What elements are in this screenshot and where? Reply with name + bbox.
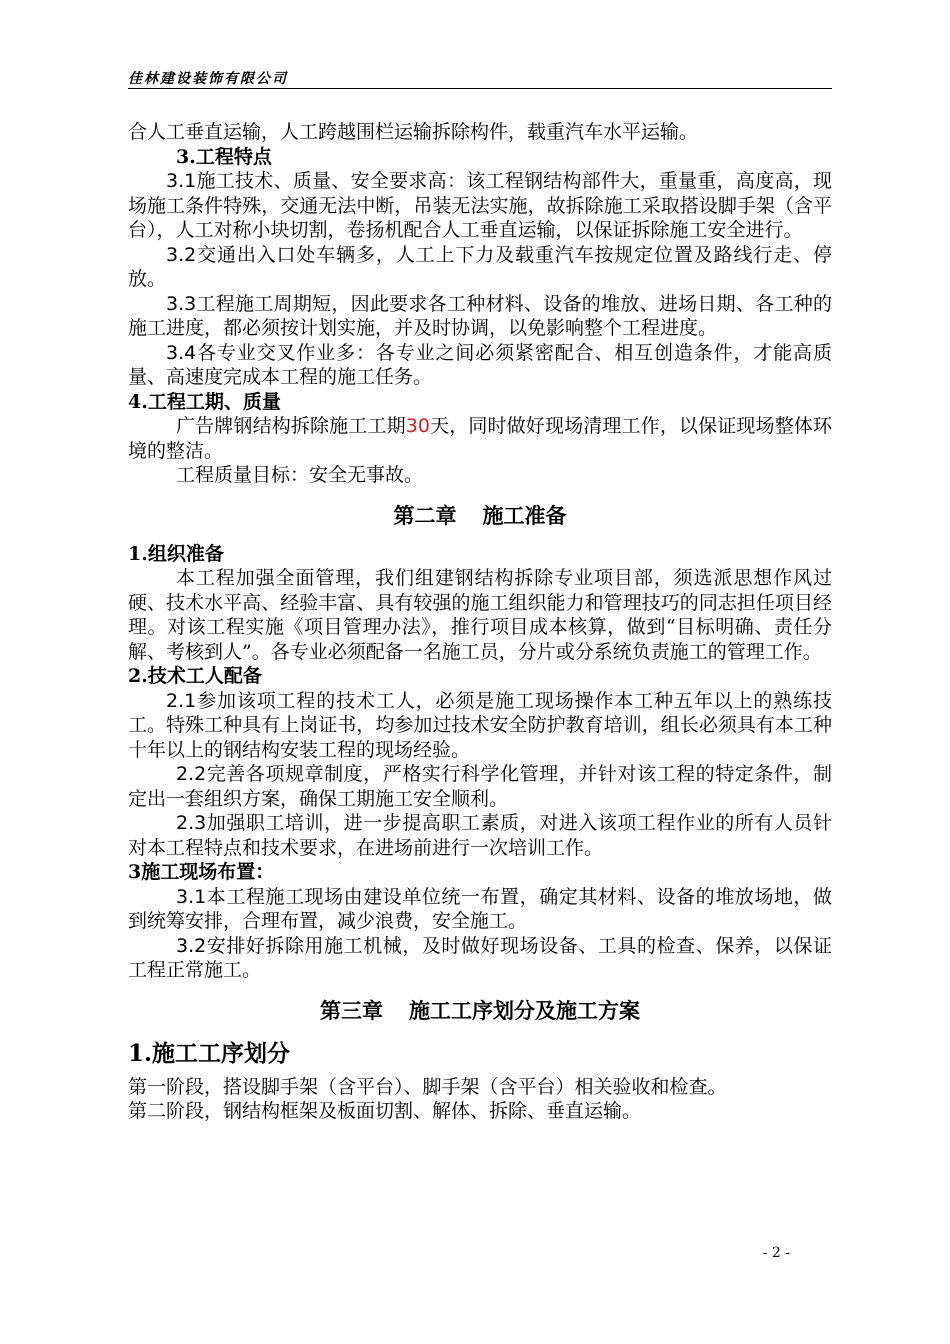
paragraph: 第二阶段，钢结构框架及板面切割、解体、拆除、垂直运输。 <box>128 1100 642 1122</box>
paragraph: 第一阶段，搭设脚手架（含平台）、脚手架（含平台）相关验收和检查。 <box>128 1075 727 1098</box>
chapter-label: 第三章 <box>320 997 383 1023</box>
item-number: 3.1 <box>166 170 197 192</box>
chapter-title: 施工工序划分及施工方案 <box>409 997 640 1023</box>
section-heading: 1.施工工序划分 <box>128 1039 291 1067</box>
list-item <box>128 243 832 292</box>
chapter-heading <box>128 502 832 530</box>
section-heading: 2.技术工人配备 <box>128 665 262 687</box>
paragraph: 工程质量目标：安全无事故。 <box>176 464 424 486</box>
paragraph: 本工程加强全面管理，我们组建钢结构拆除专业项目部，须选派思想作风过硬、技术水平高、经验丰富、具有较强的施工组织能力和管理技巧的同志担任项目经理。对该工程实施《项目管理办法》，推行项目成本核算，做到“目标明确、责任分解、考核到人”。各专业必须配备一名施工员，分片或分系统负责施工的管理工作。 <box>128 567 832 663</box>
section-heading: 1.组织准备 <box>128 542 224 565</box>
list-item <box>128 169 832 243</box>
item-text: 本工程施工现场由建设单位统一布置，确定其材料、设备的堆放场地，做到统筹安排，合理布置，减少浪费，安全施工。 <box>128 885 832 932</box>
item-number: 3.1 <box>176 885 207 908</box>
page-number: - 2 - <box>762 1245 790 1261</box>
item-number: 2.2 <box>176 763 207 785</box>
text-span: 广告牌钢结构拆除施工工期 <box>176 415 406 437</box>
item-text: 施工技术、质量、安全要求高：该工程钢结构部件大，重量重，高度高，现场施工条件特殊，交通无法中断，吊装无法实施，故拆除施工采取搭设脚手架（含平台），人工对称小块切割，卷扬机配合人工垂直运输，以保证拆除施工安全进行。 <box>128 170 832 241</box>
item-text: 工程施工周期短，因此要求各工种材料、设备的堆放、进场日期、各工种的施工进度，都必须按计划实施，并及时协调，以免影响整个工程进度。 <box>128 292 832 339</box>
chapter-heading <box>128 997 832 1025</box>
item-number: 3.2 <box>176 934 207 957</box>
item-text: 各专业交叉作业多：各专业之间必须紧密配合、相互创造条件，才能高质量、高速度完成本工程的施工任务。 <box>128 341 832 388</box>
item-number: 3.3 <box>166 292 197 315</box>
section-heading: 3施工现场布置： <box>128 861 275 883</box>
item-number: 3.2 <box>166 243 197 266</box>
item-text: 完善各项规章制度，严格实行科学化管理，并针对该工程的特定条件，制定出一套组织方案，确保工期施工安全顺利。 <box>128 763 832 810</box>
item-text: 加强职工培训，进一步提高职工素质，对进入该项工程作业的所有人员针对本工程特点和技术要求，在进场前进行一次培训工作。 <box>128 812 832 859</box>
item-number: 3.4 <box>166 341 197 364</box>
header-company-name: 佳林建设装饰有限公司 <box>128 71 288 87</box>
paragraph: 合人工垂直运输，人工跨越围栏运输拆除构件，载重汽车水平运输。 <box>128 121 699 143</box>
paragraph <box>128 414 832 463</box>
section-heading: 3.工程特点 <box>176 145 272 168</box>
list-item <box>128 811 832 860</box>
item-text: 安排好拆除用施工机械，及时做好现场设备、工具的检查、保养，以保证工程正常施工。 <box>128 934 832 981</box>
list-item <box>128 762 832 811</box>
item-text: 参加该项工程的技术工人，必须是施工现场操作本工种五年以上的熟练技工。特殊工种具有上岗证书，均参加过技术安全防护教育培训，组长必须具有本工种十年以上的钢结构安装工程的现场经验。 <box>128 689 832 761</box>
header-divider <box>128 88 832 89</box>
document-body <box>128 120 832 1124</box>
list-item <box>128 689 832 763</box>
list-item <box>128 934 832 983</box>
highlight-days: 30 <box>405 415 430 437</box>
chapter-label: 第二章 <box>393 502 457 528</box>
item-text: 交通出入口处车辆多，人工上下力及载重汽车按规定位置及路线行走、停放。 <box>128 243 832 290</box>
section-heading: 4.工程工期、质量 <box>128 390 281 413</box>
item-number: 2.3 <box>176 812 207 834</box>
text-span: 天，同时做好现场清理工作，以保证现场整体环境的整洁。 <box>128 415 832 462</box>
list-item <box>128 341 832 390</box>
chapter-title: 施工准备 <box>482 502 567 528</box>
list-item <box>128 885 832 934</box>
item-number: 2.1 <box>166 689 197 712</box>
list-item <box>128 292 832 341</box>
